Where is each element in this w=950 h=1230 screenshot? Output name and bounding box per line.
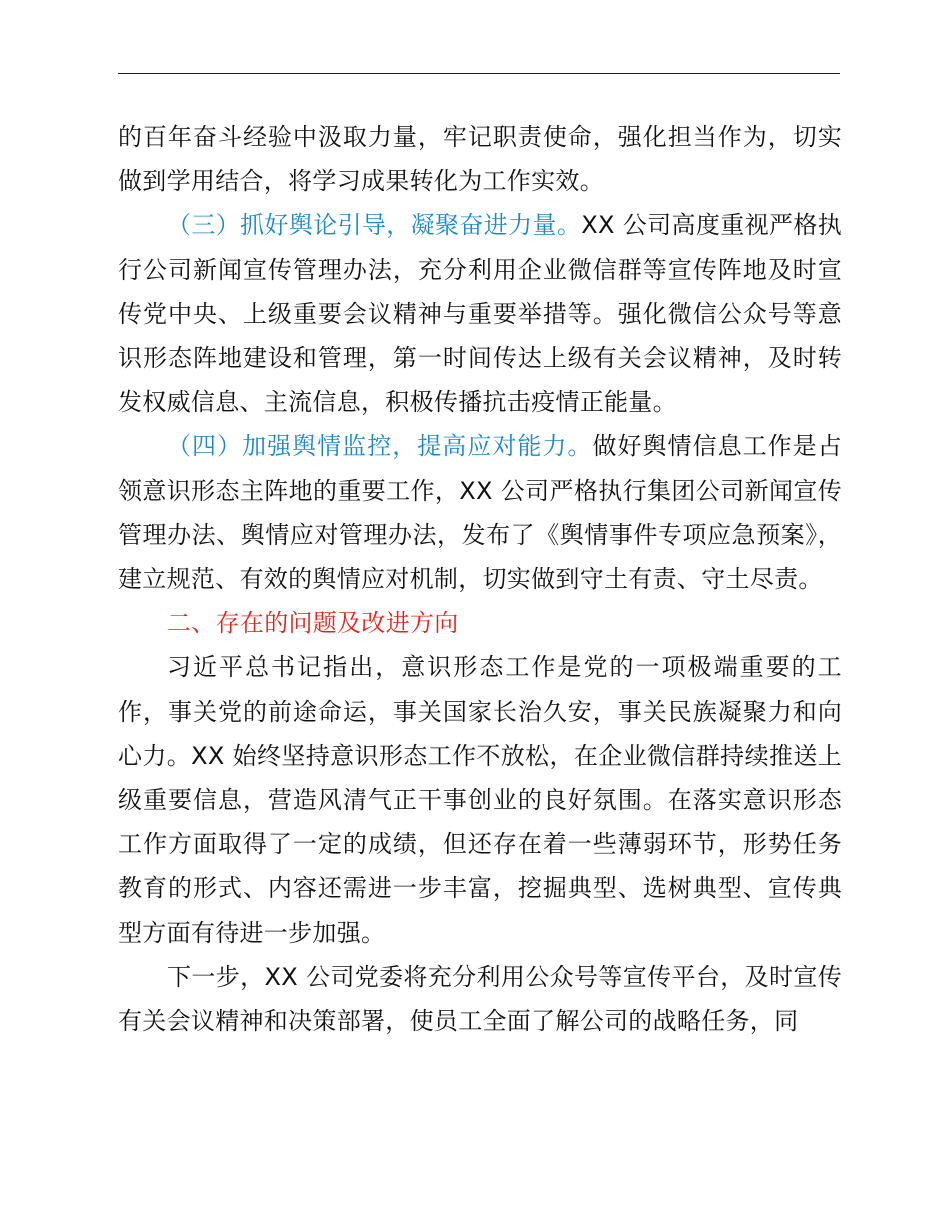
section-heading-2: 二、存在的问题及改进方向 <box>167 609 459 638</box>
paragraph-section-3 <box>118 203 842 424</box>
paragraph-text: 习近平总书记指出，意识形态工作是党的一项极端重要的工作，事关党的前途命运，事关国家长治久安，事关民族凝聚力和向心力。XX 始终坚持意识形态工作不放松，在企业微信群持续推送上级重要信息，营造风清气正干事创业的良好氛围。在落实意识形态工作方面取得了一定的成绩，但还存在着一些薄弱环节，形势任务教育的形式、内容还需进一步丰富，挖掘典型、选树典型、宣传典型方面有待进一步加强。 <box>118 653 842 947</box>
paragraph-text: XX 公司高度重视严格执行公司新闻宣传管理办法，充分利用企业微信群等宣传阵地及时宣传党中央、上级重要会议精神与重要举措等。强化微信公众号等意识形态阵地建设和管理，第一时间传达上级有关会议精神，及时转发权威信息、主流信息，积极传播抗击疫情正能量。 <box>118 211 842 417</box>
paragraph-next-step <box>118 955 842 1043</box>
subheading-4: （四）加强舆情监控，提高应对能力。 <box>167 432 593 461</box>
paragraph-text: 下一步，XX 公司党委将充分利用公众号等宣传平台，及时宣传有关会议精神和决策部署，使员工全面了解公司的战略任务，同 <box>118 962 842 1036</box>
paragraph-problems <box>118 645 842 954</box>
paragraph-text: 的百年奋斗经验中汲取力量，牢记职责使命，强化担当作为，切实做到学用结合，将学习成果转化为工作实效。 <box>118 123 842 196</box>
paragraph-text: 做好舆情信息工作是占领意识形态主阵地的重要工作，XX 公司严格执行集团公司新闻宣传管理办法、舆情应对管理办法，发布了《舆情事件专项应急预案》，建立规范、有效的舆情应对机制，切实做到守土有责、守土尽责。 <box>118 432 842 594</box>
paragraph-section-4 <box>118 424 842 601</box>
document-body <box>118 115 842 1043</box>
subheading-3: （三）抓好舆论引导，凝聚奋进力量。 <box>167 211 582 240</box>
header-divider <box>118 73 840 74</box>
paragraph-continuation <box>118 115 842 203</box>
